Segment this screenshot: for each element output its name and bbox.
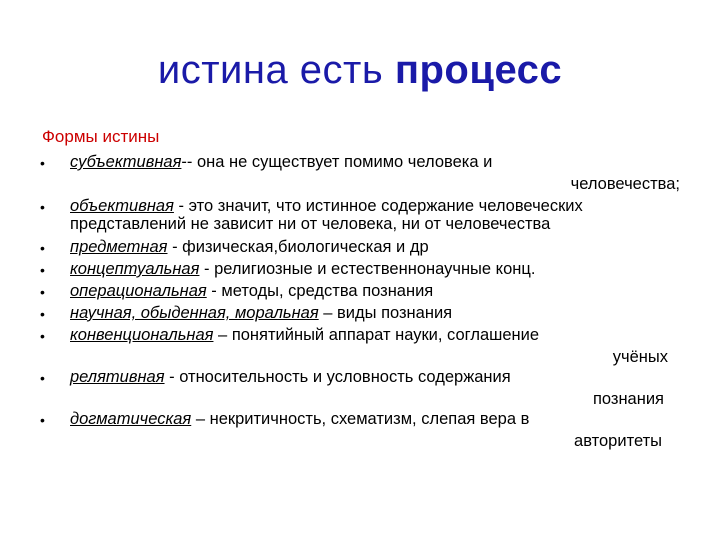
- definition: – понятийный аппарат науки, соглашение: [213, 326, 540, 344]
- definition: - это значит, что истинное содержание человеческих: [173, 197, 583, 215]
- bullet: •: [40, 240, 45, 256]
- list-item-text: [70, 281, 680, 302]
- term: субъективная: [70, 153, 182, 171]
- definition: – некритичность, схематизм, слепая вера в: [191, 410, 530, 428]
- list-item-continuation: учёных: [612, 348, 668, 366]
- bullet: •: [40, 284, 45, 300]
- term: концептуальная: [70, 260, 200, 278]
- list-item-text: [70, 259, 680, 280]
- slide-title-normal: истина есть: [157, 48, 395, 92]
- definition: - методы, средства познания: [206, 282, 434, 300]
- list-item-text: [70, 237, 680, 258]
- term: релятивная: [70, 368, 165, 386]
- bullet: •: [40, 199, 45, 215]
- slide-title-bold: процесс: [394, 48, 563, 92]
- list-item-continuation: авторитеты: [574, 432, 662, 450]
- list-item-continuation: познания: [592, 390, 664, 408]
- list-item-continuation: представлений не зависит ни от человека, ни от человечества: [70, 215, 551, 233]
- term: догматическая: [70, 410, 192, 428]
- bullet: •: [40, 306, 45, 322]
- definition: - религиозные и естественнонаучные конц.: [199, 260, 536, 278]
- list-item-text: [70, 325, 680, 346]
- term: предметная: [70, 238, 168, 256]
- list-item-text: [70, 152, 680, 173]
- slide-subtitle: Формы истины: [42, 127, 160, 146]
- bullet: •: [40, 328, 45, 344]
- list-item-text: [70, 409, 680, 430]
- term: объективная: [70, 197, 174, 215]
- definition: - физическая,биологическая и др: [167, 238, 429, 256]
- definition: - относительность и условность содержания: [164, 368, 511, 386]
- bullet: •: [40, 370, 45, 386]
- list-item-text: [70, 367, 680, 388]
- list-item-text: [70, 303, 680, 324]
- definition: – виды познания: [318, 304, 453, 322]
- term: конвенциональная: [70, 326, 214, 344]
- list-item-continuation: человечества;: [570, 175, 680, 193]
- definition: -- она не существует помимо человека и: [181, 153, 493, 171]
- bullet: •: [40, 262, 45, 278]
- term: научная, обыденная, моральная: [70, 304, 319, 322]
- bullet: •: [40, 412, 45, 428]
- bullet: •: [40, 155, 45, 171]
- term: операциональная: [70, 282, 207, 300]
